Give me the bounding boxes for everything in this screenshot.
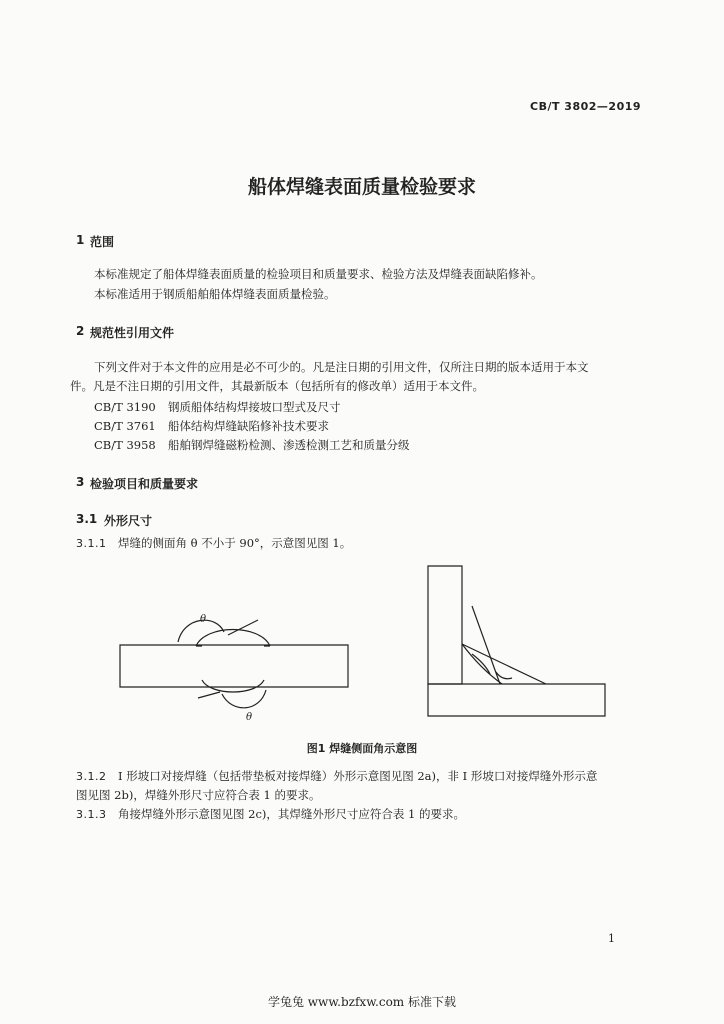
section-2-number: 2 xyxy=(76,324,85,338)
reference-code: CB/T 3761 xyxy=(94,419,156,433)
figure-1-theta-label-top: θ xyxy=(200,614,207,625)
fillet-horizontal-plate xyxy=(428,684,605,716)
fillet-weld-bead xyxy=(462,644,502,684)
clause-3-1-1-text: 焊缝的侧面角 θ 不小于 90°，示意图见图 1。 xyxy=(118,536,352,550)
doc-code: CB/T 3802—2019 xyxy=(530,100,642,113)
section-2-paragraph-line-1: 下列文件对于本文件的应用是必不可少的。凡是注日期的引用文件，仅所注日期的版本适用于本文 xyxy=(94,360,589,374)
reference-code: CB/T 3958 xyxy=(94,438,156,452)
figure-1-diagram xyxy=(100,562,620,732)
clause-3-1-2-line-2: 图见图 2b)，焊缝外形尺寸应符合表 1 的要求。 xyxy=(76,788,321,802)
theta-tangent-bottom xyxy=(198,692,220,698)
section-3-number: 3 xyxy=(76,475,85,489)
reference-title: 钢质船体结构焊接坡口型式及尺寸 xyxy=(168,400,341,414)
figure-1-caption: 图1 焊缝侧面角示意图 xyxy=(306,742,418,755)
section-1-heading: 范围 xyxy=(90,235,115,249)
fillet-vertical-plate xyxy=(428,566,462,684)
page-number: 1 xyxy=(608,932,615,945)
section-1-number: 1 xyxy=(76,233,85,247)
clause-3-1-2-line-1: I 形坡口对接焊缝（包括带垫板对接焊缝）外形示意图见图 2a)，非 I 形坡口对接焊缝外形示意 xyxy=(118,769,598,783)
clause-3-1-3-number: 3.1.3 xyxy=(76,808,107,821)
section-2-paragraph-line-2: 件。凡是不注日期的引用文件，其最新版本（包括所有的修改单）适用于本文件。 xyxy=(70,379,484,393)
section-1-paragraph-2: 本标准适用于钢质船舶船体焊缝表面质量检验。 xyxy=(94,287,336,301)
figure-1-theta-label-bottom: θ xyxy=(246,712,253,723)
clause-3-1-1-number: 3.1.1 xyxy=(76,537,107,550)
section-3-heading: 检验项目和质量要求 xyxy=(90,477,199,491)
clause-3-1-3-text: 角接焊缝外形示意图见图 2c)，其焊缝外形尺寸应符合表 1 的要求。 xyxy=(118,807,466,821)
clause-3-1-2-number: 3.1.2 xyxy=(76,770,107,783)
subsection-3-1-heading: 外形尺寸 xyxy=(104,514,153,528)
fillet-theta-arc-2 xyxy=(496,672,512,679)
theta-arc-bottom xyxy=(222,690,266,708)
reference-code: CB/T 3190 xyxy=(94,400,156,414)
fillet-theta-arc-1 xyxy=(472,654,490,674)
section-1-paragraph-1: 本标准规定了船体焊缝表面质量的检验项目和质量要求、检验方法及焊缝表面缺陷修补。 xyxy=(94,267,543,281)
subsection-3-1-number: 3.1 xyxy=(76,512,98,526)
document-title: 船体焊缝表面质量检验要求 xyxy=(247,176,476,198)
butt-weld-plate xyxy=(120,645,348,687)
reference-title: 船体结构焊缝缺陷修补技术要求 xyxy=(168,419,329,433)
reference-title: 船舶钢焊缝磁粉检测、渗透检测工艺和质量分级 xyxy=(168,438,410,452)
butt-weld-bead-bottom xyxy=(202,680,264,692)
section-2-heading: 规范性引用文件 xyxy=(90,326,175,340)
footer-watermark: 学兔兔 www.bzfxw.com 标准下载 xyxy=(267,995,457,1009)
